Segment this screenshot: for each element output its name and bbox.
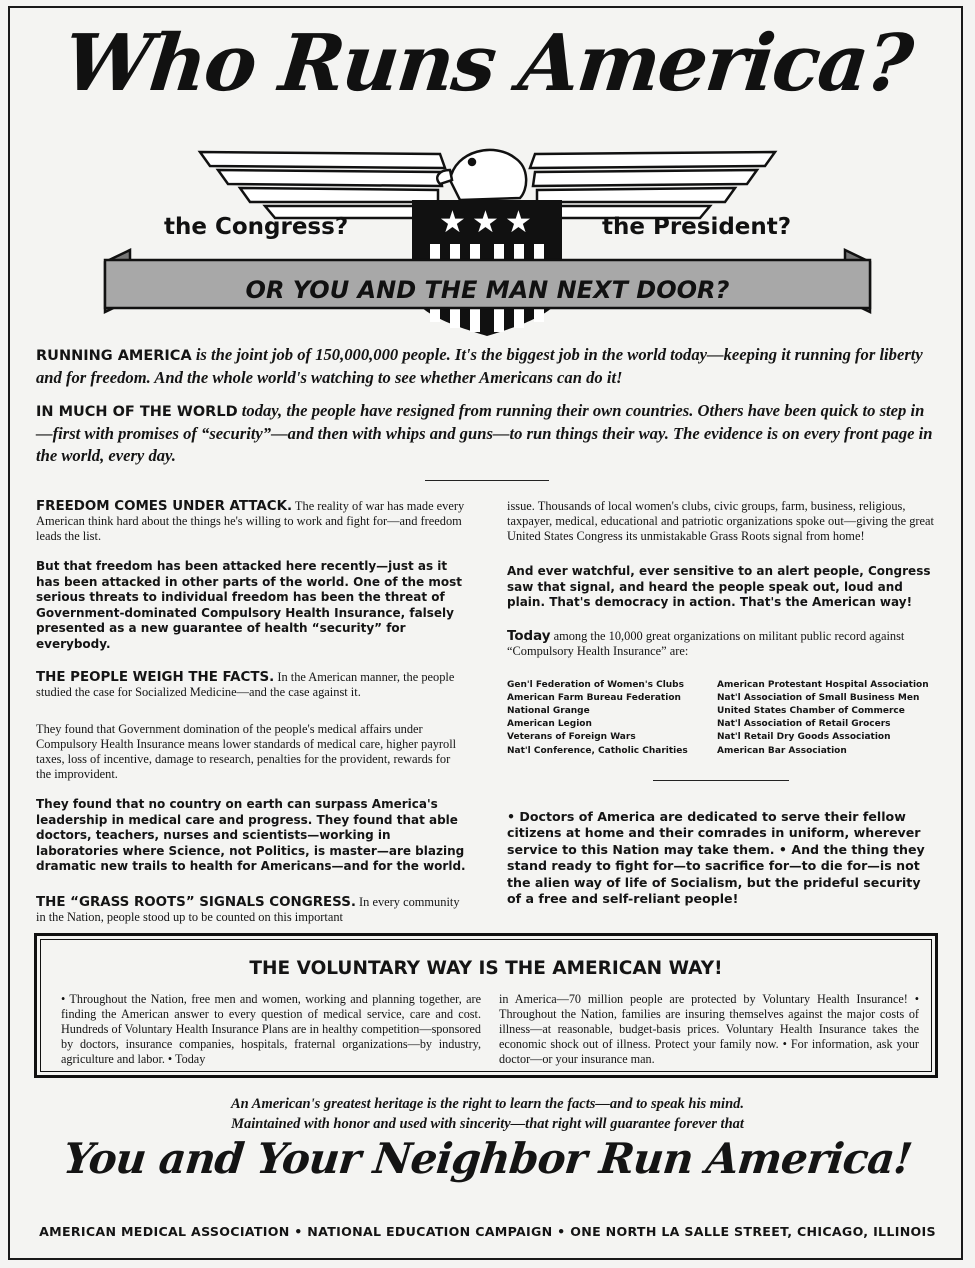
paragraph-doctors: • Doctors of America are dedicated to serve their fellow citizens at home and their comrades in uniform, wherever service to this Nation may take them. • And the thing they stand ready to fight for—to sacrifice for—to die for—is not the alien way of life of Socialism, but the prideful security of a free and self-reliant people! xyxy=(507,808,925,907)
left-wing-icon xyxy=(200,152,445,218)
list-item: Nat'l Conference, Catholic Charities xyxy=(507,745,688,756)
list-item: National Grange xyxy=(507,705,590,716)
lead-text-1: is the joint job of 150,000,000 people. It's the biggest job in the world today—keeping it running for liberty and for freedom. And the whole world's watching to see whether Americans can do it! xyxy=(36,345,923,387)
banner-text: OR YOU AND THE MAN NEXT DOOR? xyxy=(245,276,730,304)
tagline: You and Your Neighbor Run America! xyxy=(61,1134,914,1183)
lead-paragraph-1 xyxy=(36,344,940,389)
svg-text:★: ★ xyxy=(505,205,532,240)
box-text-left: • Throughout the Nation, free men and women, working and planning together, are finding the American answer to every question of medical service, care and cost. Hundreds of Voluntary Health Insurance Plans are in healthy competition—sponsored by doctors, insurance companies, hospitals, fraternal organizations—by industry, agriculture and labor. • Today xyxy=(61,992,481,1066)
footer-sponsor: AMERICAN MEDICAL ASSOCIATION • NATIONAL EDUCATION CAMPAIGN • ONE NORTH LA SALLE STREET, CHICAGO, ILLINOIS xyxy=(39,1224,936,1239)
headline: Who Runs America? xyxy=(59,18,916,109)
section-text-weigh-facts: In the American manner, the people studied the case for Socialized Medicine—and the case against it. xyxy=(36,670,455,699)
section-head-grass-roots: THE “GRASS ROOTS” SIGNALS CONGRESS. xyxy=(36,894,356,910)
list-item: Nat'l Association of Small Business Men xyxy=(717,692,920,703)
divider-top xyxy=(425,480,549,481)
svg-text:★: ★ xyxy=(439,205,466,240)
organization-list-left xyxy=(507,679,707,758)
closing-statement xyxy=(0,1094,975,1134)
list-item: Nat'l Association of Retail Grocers xyxy=(717,719,891,730)
list-item: Gen'l Federation of Women's Clubs xyxy=(507,679,684,690)
eagle-head-icon xyxy=(437,150,526,200)
question-president: the President? xyxy=(602,214,792,240)
lead-text-2: today, the people have resigned from running their own countries. Others have been quick to step in—first with promises of “security”—and then with whips and guns—to run things their way. The evidence is on every front page in the world, every day. xyxy=(36,401,933,465)
section-text-grass-roots: In every community in the Nation, people stood up to be counted on this important xyxy=(36,894,460,924)
question-congress: the Congress? xyxy=(164,214,349,240)
closing-line-1: An American's greatest heritage is the right to learn the facts—and to speak his mind. xyxy=(230,1096,745,1112)
section-freedom xyxy=(36,499,466,544)
left-column xyxy=(36,499,466,940)
paragraph-congress-signal: And ever watchful, ever sensitive to an alert people, Congress saw that signal, and heard the people speak out, loud and plain. That's democracy in action. That's the American way! xyxy=(507,564,931,609)
voluntary-way-box-inner xyxy=(40,939,932,1072)
lead-kicker-2: IN MUCH OF THE WORLD xyxy=(36,404,238,420)
organization-list xyxy=(507,679,937,758)
list-item: American Protestant Hospital Association xyxy=(717,679,929,690)
organization-list-right xyxy=(717,679,929,758)
divider-right-column xyxy=(653,780,789,781)
closing-line-2: Maintained with honor and used with sincerity—that right will guarantee forever that xyxy=(231,1116,744,1132)
list-item: American Legion xyxy=(507,719,592,730)
section-text-freedom: The reality of war has made every American think hard about the things he's willing to work and fight for—and freedom leads the list. xyxy=(36,499,465,543)
paragraph-issue: issue. Thousands of local women's clubs, civic groups, farm, business, religious, taxpayer, medical, educational and patriotic organizations spoke out—giving the great United States Congress its unmistakable Grass Roots signal from home! xyxy=(507,499,934,543)
section-grass-roots xyxy=(36,895,466,925)
today-text: among the 10,000 great organizations on militant public record against “Compulsory Health Insurance” are: xyxy=(507,628,905,658)
right-wing-icon xyxy=(530,152,775,218)
box-title: THE VOLUNTARY WAY IS THE AMERICAN WAY! xyxy=(249,958,723,979)
lead-paragraph-2 xyxy=(36,400,940,467)
right-column xyxy=(507,499,937,923)
list-item: Veterans of Foreign Wars xyxy=(507,732,636,743)
box-text-right: in America—70 million people are protected by Voluntary Health Insurance! • Throughout the Nation, families are insuring themselves against the major costs of illness—at reasonable, budget-basis prices. Voluntary Health Insurance takes the economic shock out of illness. Protect your family now. • For information, ask your doctor—or your insurance man. xyxy=(499,992,919,1066)
paragraph-leadership: They found that no country on earth can surpass America's leadership in medical care and progress. They found that able doctors, teachers, nurses and scientists—working in laboratories where Science, not Politics, is master—are blazing dramatic new trails to health for Americans—and for the world. xyxy=(36,797,466,873)
list-item: Nat'l Retail Dry Goods Association xyxy=(717,732,891,743)
svg-text:★: ★ xyxy=(472,205,499,240)
voluntary-way-box xyxy=(34,933,938,1078)
today-kicker: Today xyxy=(507,628,551,644)
paragraph-today xyxy=(507,629,937,659)
list-item: American Farm Bureau Federation xyxy=(507,692,681,703)
list-item: American Bar Association xyxy=(717,745,847,756)
paragraph-findings: They found that Government domination of the people's medical affairs under Compulsory Health Insurance means lower standards of medical care, higher payroll taxes, loss of incentive, damage to research, penalties for the provident, rewards for the improvident. xyxy=(36,722,457,781)
paragraph-threat: But that freedom has been attacked here recently—just as it has been attacked in other parts of the world. One of the most serious threats to individual freedom has been the threat of Government-dominated Compulsory Health Insurance, falsely presented as a new guarantee of health “security” for everybody. xyxy=(36,559,462,651)
section-head-freedom: FREEDOM COMES UNDER ATTACK. xyxy=(36,499,293,514)
section-weigh-facts xyxy=(36,670,466,700)
eagle-shield-emblem xyxy=(100,140,875,340)
list-item: United States Chamber of Commerce xyxy=(717,705,905,716)
section-head-weigh-facts: THE PEOPLE WEIGH THE FACTS. xyxy=(36,670,275,685)
lead-kicker-1: RUNNING AMERICA xyxy=(36,348,192,364)
